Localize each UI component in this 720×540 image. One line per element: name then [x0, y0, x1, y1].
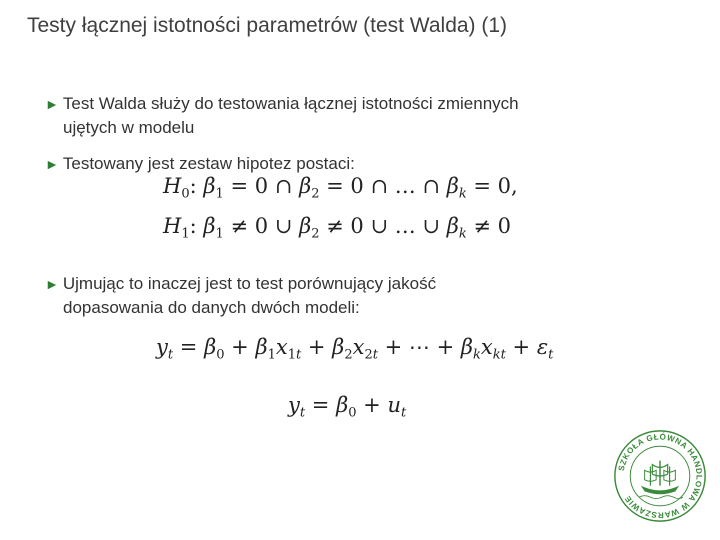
bullet-text-continued: ujętych w modelu: [63, 118, 195, 137]
slide-title: Testy łącznej istotności parametrów (test Walda) (1): [27, 14, 508, 37]
bullet-wald-test: [45, 92, 665, 139]
bullet-text: Testowany jest zestaw hipotez postaci:: [62, 154, 355, 173]
svg-text:SZKOŁA GŁÓWNA HANDLOWA W WARSZ: SZKOŁA GŁÓWNA HANDLOWA W WARSZAWIE: [616, 432, 704, 520]
bullet-text-continued: dopasowania do danych dwóch modeli:: [63, 298, 360, 317]
bullet-marker-icon: ►: [45, 156, 59, 172]
full-model-formula: $y_t = \beta_0 + \beta_1x_{1t} + \beta_2x_{2t}$ + ⋯ + $\beta_kx_{kt} + \varepsilon_t$: [156, 335, 554, 363]
bullet-text: Test Walda służy do testowania łącznej istotności zmiennych: [62, 94, 519, 113]
alternative-hypothesis-formula: $H_1$: $\beta_1 \ne 0$ ∪ $\beta_2 \ne 0$ ∪ … ∪ $\beta_k \ne 0$: [163, 214, 512, 242]
university-seal-logo: [612, 428, 708, 524]
bullet-hypotheses: [45, 152, 355, 176]
bullet-marker-icon: ►: [45, 276, 59, 292]
null-hypothesis-formula: $H_0$: $\beta_1 = 0$ ∩ $\beta_2 = 0$ ∩ … ∩ $\beta_k = 0$,: [163, 174, 518, 202]
bullet-marker-icon: ►: [45, 96, 59, 112]
bullet-text: Ujmując to inaczej jest to test porównujący jakość: [62, 274, 437, 293]
bullet-model-comparison: [45, 272, 585, 319]
restricted-model-formula: $y_t = \beta_0 + u_t$: [288, 393, 407, 421]
